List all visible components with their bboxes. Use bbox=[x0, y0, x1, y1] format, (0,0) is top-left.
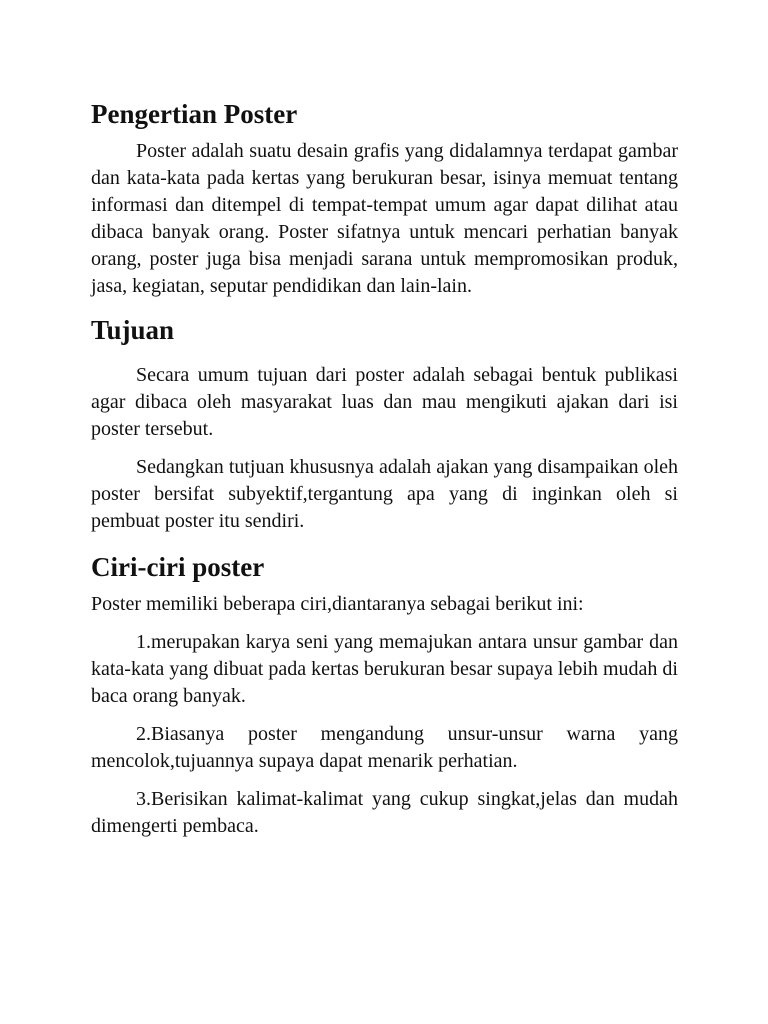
document-page bbox=[91, 92, 678, 840]
paragraph-pengertian: Poster adalah suatu desain grafis yang didalamnya terdapat gambar dan kata-kata pada kertas yang berukuran besar, isinya memuat tentang informasi dan ditempel di tempat-tempat umum agar dapat dilihat atau dibaca banyak orang. Poster sifatnya untuk mencari perhatian banyak orang, poster juga bisa menjadi sarana untuk mempromosikan produk, jasa, kegiatan, seputar pendidikan dan lain-lain. bbox=[91, 140, 678, 297]
list-item: 3.Berisikan kalimat-kalimat yang cukup singkat,jelas dan mudah dimengerti pembaca. bbox=[91, 788, 678, 837]
list-item: 1.merupakan karya seni yang memajukan antara unsur gambar dan kata-kata yang dibuat pada kertas berukuran besar supaya lebih mudah di baca orang banyak. bbox=[91, 631, 678, 707]
paragraph-tujuan-umum: Secara umum tujuan dari poster adalah sebagai bentuk publikasi agar dibaca oleh masyarakat luas dan mau mengikuti ajakan dari isi poster tersebut. bbox=[91, 364, 678, 440]
list-item: 2.Biasanya poster mengandung unsur-unsur warna yang mencolok,tujuannya supaya dapat menarik perhatian. bbox=[91, 723, 678, 772]
section-heading-pengertian: Pengertian Poster bbox=[91, 99, 298, 129]
section-heading-ciri-ciri: Ciri-ciri poster bbox=[91, 552, 265, 582]
paragraph-tujuan-khusus: Sedangkan tutjuan khususnya adalah ajakan yang disampaikan oleh poster bersifat subyektif,tergantung apa yang di inginkan oleh si pembuat poster itu sendiri. bbox=[91, 456, 678, 532]
section-heading-tujuan: Tujuan bbox=[91, 315, 175, 345]
paragraph-ciri-intro: Poster memiliki beberapa ciri,diantaranya sebagai berikut ini: bbox=[91, 593, 584, 615]
